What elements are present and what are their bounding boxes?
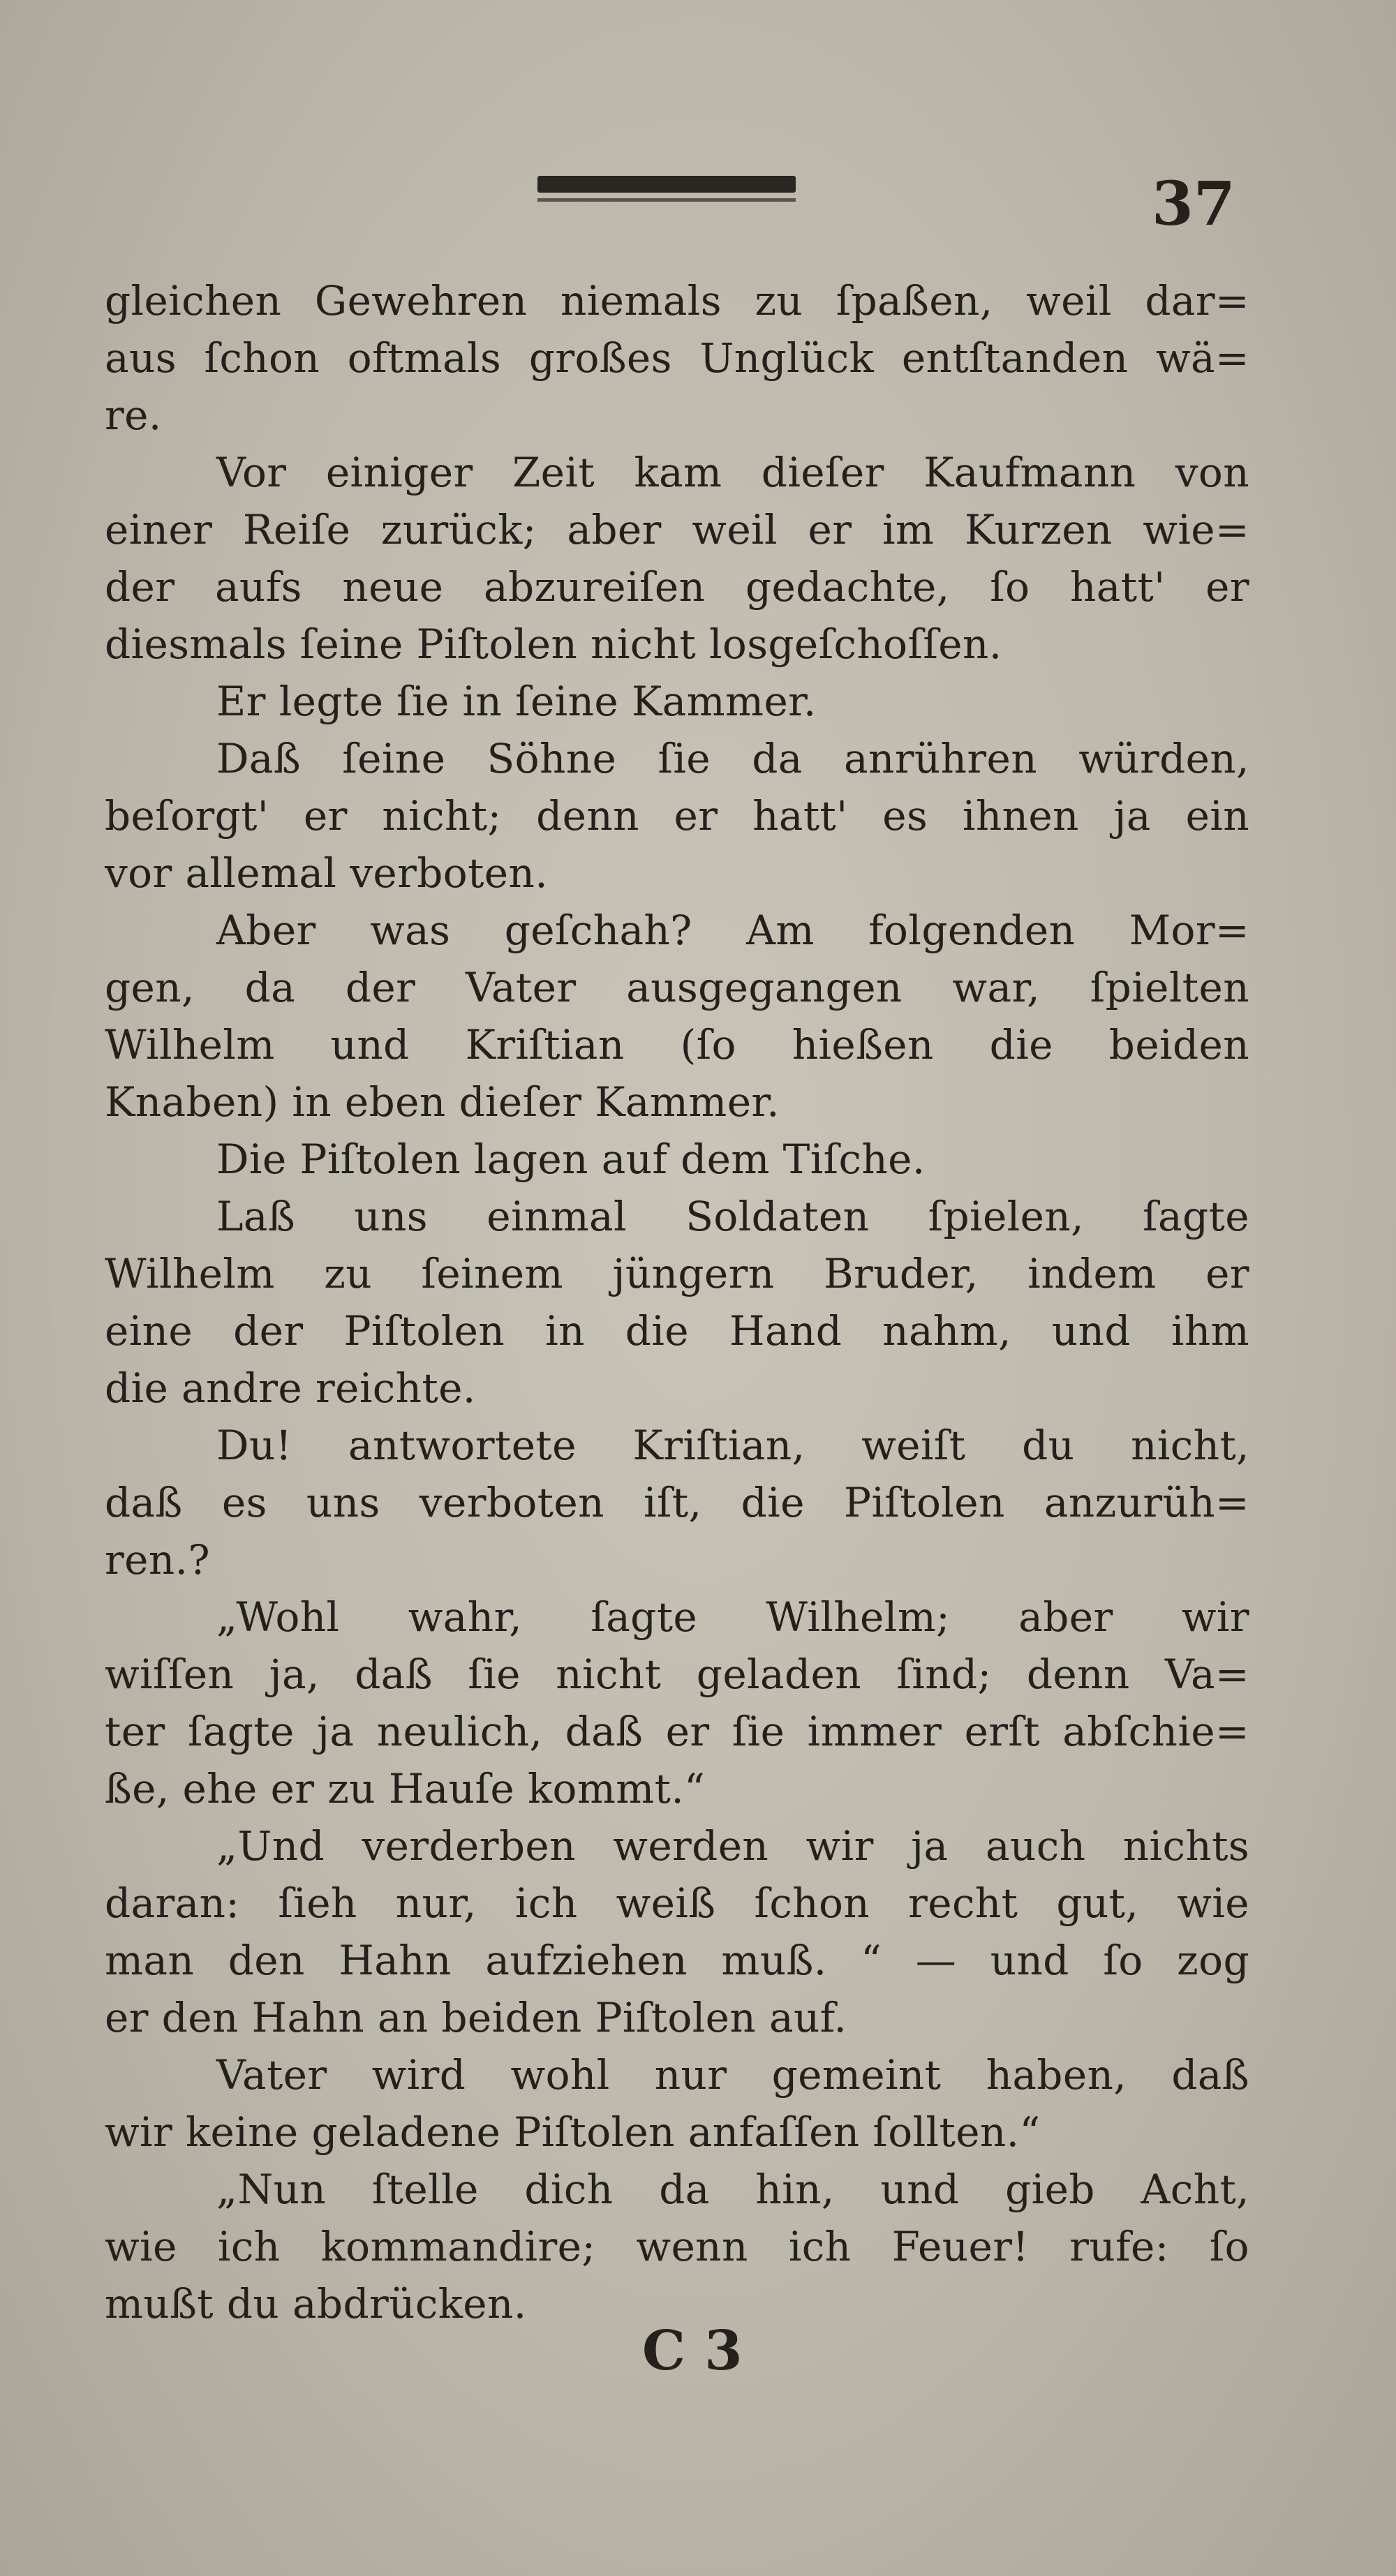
text-line: eine der Piſtolen in die Hand nahm, und ihm bbox=[105, 1307, 1249, 1355]
text-line: vor allemal verboten. bbox=[105, 849, 549, 897]
text-line: „Und verderben werden wir ja auch nichts bbox=[216, 1822, 1249, 1870]
text-line: Du! antwortete Kriſtian, weiſt du nicht, bbox=[216, 1422, 1249, 1469]
text-line: ße, ehe er zu Hauſe kommt.“ bbox=[105, 1765, 706, 1812]
body-text bbox=[105, 272, 1249, 2332]
text-line: gen, da der Vater ausgegangen war, ſpielten bbox=[105, 964, 1249, 1011]
text-line: daran: ſieh nur, ich weiß ſchon recht gut, wie bbox=[105, 1879, 1249, 1927]
text-line: Daß ſeine Söhne ſie da anrühren würden, bbox=[216, 735, 1249, 782]
text-line: Vor einiger Zeit kam dieſer Kaufmann von bbox=[216, 449, 1249, 496]
text-line: aus ſchon oftmals großes Unglück entſtanden wä= bbox=[105, 334, 1249, 382]
text-line: er den Hahn an beiden Piſtolen auf. bbox=[105, 1994, 847, 2041]
text-line: Knaben) in eben dieſer Kammer. bbox=[105, 1078, 780, 1126]
text-line: Wilhelm zu ſeinem jüngern Bruder, indem er bbox=[105, 1250, 1249, 1297]
text-line: wiſſen ja, daß ſie nicht geladen ſind; denn Va= bbox=[105, 1651, 1249, 1698]
text-line: wir keine geladene Piſtolen anfaſſen ſollten.“ bbox=[105, 2108, 1041, 2156]
header-rule bbox=[537, 176, 796, 193]
text-line: wie ich kommandire; wenn ich Feuer! rufe: ſo bbox=[105, 2223, 1249, 2270]
text-line: „Nun ſtelle dich da hin, und gieb Acht, bbox=[216, 2166, 1249, 2213]
text-line: einer Reiſe zurück; aber weil er im Kurzen wie= bbox=[105, 506, 1249, 553]
text-line: beſorgt' er nicht; denn er hatt' es ihnen ja ein bbox=[105, 792, 1249, 840]
text-line: die andre reichte. bbox=[105, 1364, 476, 1412]
page-number: 37 bbox=[1152, 169, 1235, 239]
text-line: der aufs neue abzureiſen gedachte, ſo hatt' er bbox=[105, 563, 1249, 611]
text-line: Er legte ſie in ſeine Kammer. bbox=[216, 678, 817, 725]
text-line: Die Piſtolen lagen auf dem Tiſche. bbox=[216, 1136, 926, 1183]
signature-mark: C 3 bbox=[642, 2319, 743, 2383]
text-line: daß es uns verboten iſt, die Piſtolen anzurüh= bbox=[105, 1479, 1249, 1526]
text-line: ren.? bbox=[105, 1536, 210, 1584]
text-line: „Wohl wahr, ſagte Wilhelm; aber wir bbox=[216, 1593, 1249, 1641]
text-line: ter ſagte ja neulich, daß er ſie immer erſt abſchie= bbox=[105, 1708, 1249, 1755]
text-line: man den Hahn aufziehen muß. “ — und ſo zog bbox=[105, 1937, 1249, 1984]
text-line: Laß uns einmal Soldaten ſpielen, ſagte bbox=[216, 1193, 1249, 1240]
text-line: mußt du abdrücken. bbox=[105, 2280, 527, 2328]
text-line: Aber was geſchah? Am folgenden Mor= bbox=[216, 907, 1249, 954]
text-line: re. bbox=[105, 392, 162, 439]
text-line: Vater wird wohl nur gemeint haben, daß bbox=[216, 2051, 1249, 2099]
text-line: Wilhelm und Kriſtian (ſo hießen die beiden bbox=[105, 1021, 1249, 1069]
text-line: gleichen Gewehren niemals zu ſpaßen, weil dar= bbox=[105, 277, 1249, 325]
text-line: diesmals ſeine Piſtolen nicht losgeſchoſſen. bbox=[105, 620, 1002, 668]
